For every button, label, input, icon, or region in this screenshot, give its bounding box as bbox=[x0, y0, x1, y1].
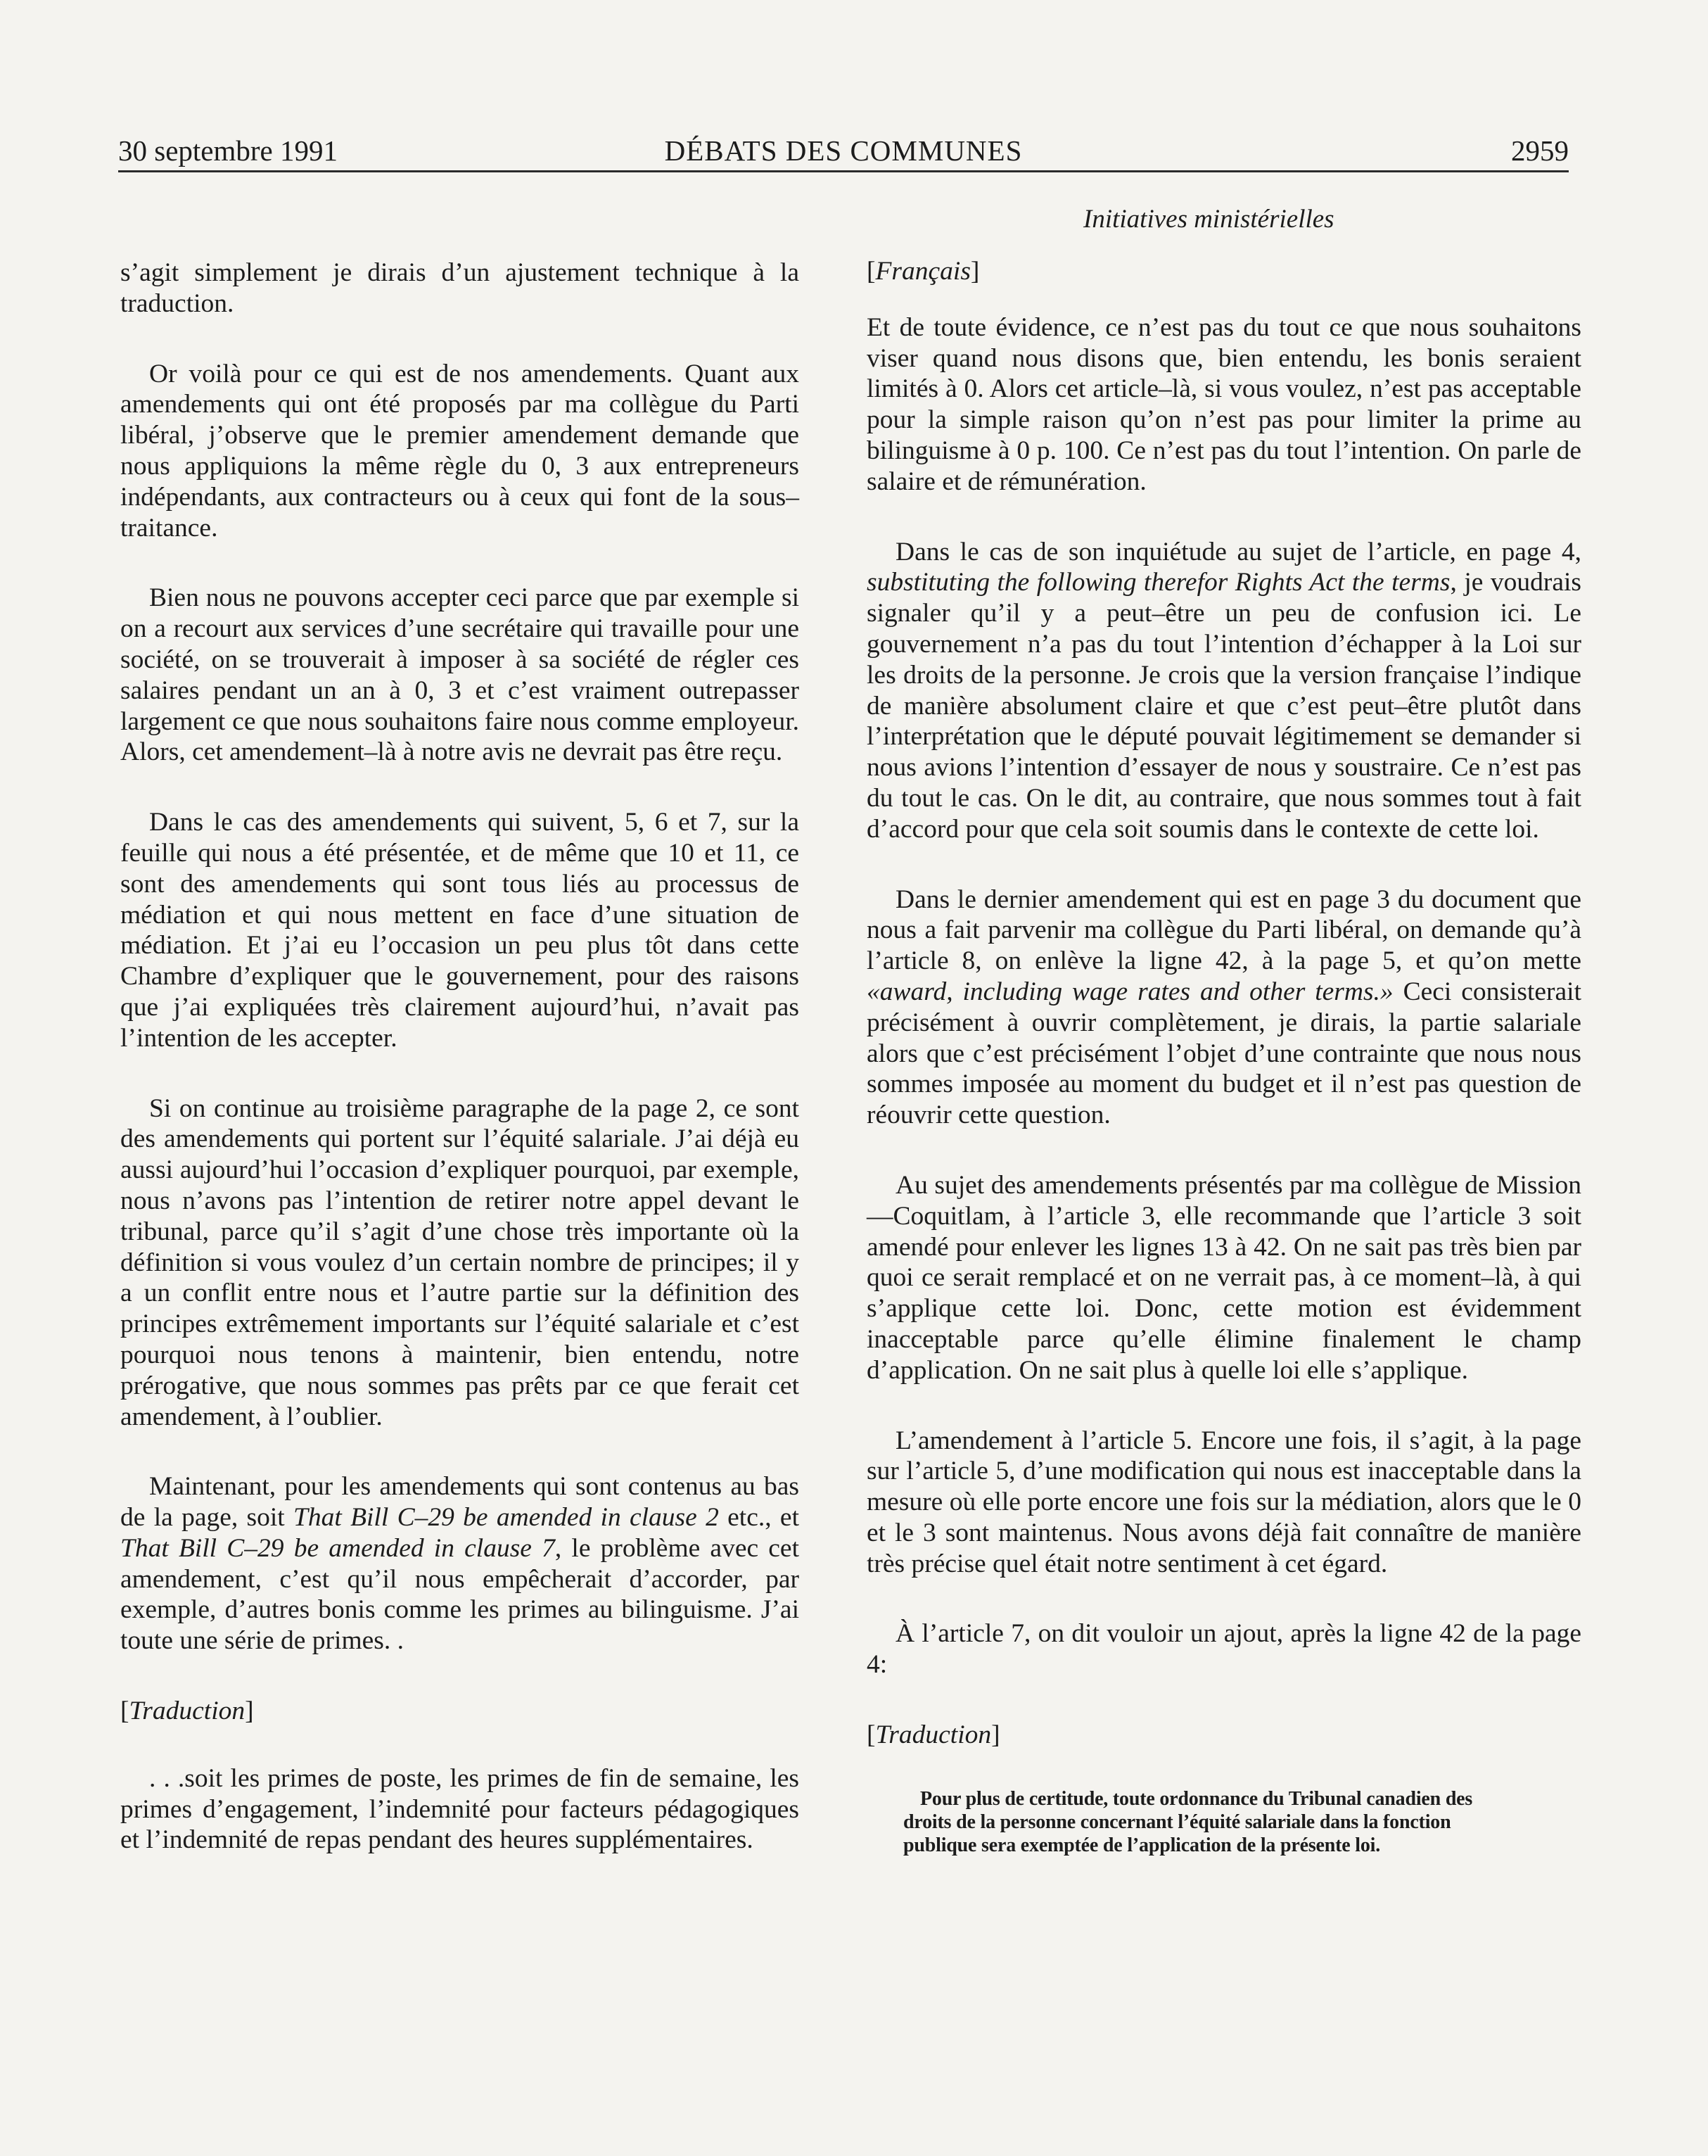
language-tag-label: Traduction bbox=[875, 1720, 992, 1750]
paragraph: Dans le cas des amendements qui suivent, 5, 6 et 7, sur la feuille qui nous a été présentée, et de même que 10 et 11, ce sont des amendements qui sont tous liés au processus de médiation et qui nous mettent en face d’une situation de médiation. Et j’ai eu l’occasion un peu plus tôt dans cette Chambre d’expliquer que le gouvernement, pour des raisons que j’ai expliquées très clairement aujourd’hui, n’avait pas l’intention de les accepter. bbox=[120, 808, 799, 1053]
paragraph-text: , je voudrais signaler qu’il y a peut–être un peu de confusion ici. Le gouvernement n’a pas du tout l’intention d’échapper à la Loi sur les droits de la personne. Je crois que la version française l’indique de manière absolument claire et que c’est peut–être plutôt dans l’interprétation que le député pouvait légitimement se demander si nous avions l’intention d’essayer de nous y soustraire. Ce n’est pas du tout le cas. On le dit, au contraire, que nous sommes tout à fait d’accord pour que cela soit soumis dans le contexte de cette loi. bbox=[867, 568, 1581, 844]
header-title: DÉBATS DES COMMUNES bbox=[664, 134, 1023, 167]
quoted-amendment bbox=[903, 1787, 1581, 1857]
paragraph: À l’article 7, on dit vouloir un ajout, après la ligne 42 de la page 4: bbox=[867, 1619, 1581, 1680]
paragraph: Et de toute évidence, ce n’est pas du tout ce que nous souhaitons viser quand nous disons que, bien entendu, les bonis seraient limités à 0. Alors cet article–là, si vous voulez, n’est pas acceptable pour la simple raison qu’on n’est pas pour limiter la prime au bilinguisme à 0 p. 100. Ce n’est pas du tout l’intention. On parle de salaire et de rémunération. bbox=[867, 312, 1581, 496]
paragraph: Or voilà pour ce qui est de nos amendements. Quant aux amendements qui ont été proposés par ma collègue du Parti libéral, j’observe que le premier amendement demande que nous appliquions la même règle du 0, 3 aux entrepreneurs indépendants, aux contracteurs ou à ceux qui font de la sous–traitance. bbox=[120, 359, 799, 543]
bill-citation: That Bill C–29 be amended in clause 7 bbox=[120, 1533, 555, 1563]
quote-line: droits de la personne concernant l’équité salariale dans la fonction bbox=[903, 1811, 1451, 1833]
language-tag: [Traduction] bbox=[867, 1720, 1000, 1750]
paragraph bbox=[867, 537, 1581, 845]
paragraph: Au sujet des amendements présentés par ma collègue de Mission—Coquitlam, à l’article 3, elle recommande que l’article 3 soit amendé pour enlever les lignes 13 à 42. On ne sait pas très bien par quoi ce serait remplacé et on ne verrait pas, à ce moment–là, à qui s’applique cette loi. Donc, cette motion est évidemment inacceptable parce qu’elle élimine finalement le champ d’application. On ne sait plus à quelle loi elle s’applique. bbox=[867, 1170, 1581, 1385]
right-column bbox=[867, 256, 1581, 1857]
citation: substituting the following therefor Rights Act the terms bbox=[867, 568, 1451, 597]
paragraph-text: Ceci consisterait précisément à ouvrir complètement, je dirais, la partie salariale alors que c’est précisément l’objet d’une contrainte que nous nous sommes imposée au moment du budget et il n’est pas question de réouvrir cette question. bbox=[867, 977, 1581, 1130]
paragraph-text: , le problème avec cet amendement, c’est qu’il nous empêcherait d’accorder, par exemple, d’autres bonis comme les primes au bilinguisme. J’ai toute une série de primes. . bbox=[120, 1533, 799, 1656]
paragraph bbox=[120, 1471, 799, 1656]
paragraph-text: etc., et bbox=[718, 1503, 799, 1533]
quote-line: Pour plus de certitude, toute ordonnance du Tribunal canadien des bbox=[920, 1787, 1473, 1810]
header-date: 30 septembre 1991 bbox=[118, 134, 338, 167]
paragraph: s’agit simplement je dirais d’un ajustement technique à la traduction. bbox=[120, 258, 799, 318]
paragraph-text: Dans le cas de son inquiétude au sujet de l’article, en page 4, bbox=[896, 537, 1581, 566]
paragraph-text: Dans le dernier amendement qui est en page 3 du document que nous a fait parvenir ma collègue du Parti libéral, on demande qu’à l’article 8, on enlève la ligne 42, à la page 5, et qu’on mette bbox=[867, 884, 1581, 976]
left-column bbox=[120, 258, 799, 1895]
paragraph-text: Maintenant, pour les amendements qui sont contenus au bas de la page, soit bbox=[120, 1472, 799, 1533]
paragraph bbox=[867, 884, 1581, 1131]
paragraph: L’amendement à l’article 5. Encore une fois, il s’agit, à la page sur l’article 5, d’une modification qui nous est inacceptable dans la mesure où elle porte encore une fois sur la médiation, alors que le 0 et le 3 sont maintenus. Nous avons déjà fait connaître de manière très précise quel était notre sentiment à cet égard. bbox=[867, 1426, 1581, 1578]
header-page-number: 2959 bbox=[1511, 134, 1569, 167]
bill-citation: That Bill C–29 be amended in clause 2 bbox=[293, 1503, 719, 1533]
paragraph: Bien nous ne pouvons accepter ceci parce que par exemple si on a recourt aux services d’une secrétaire qui travaille pour une société, on se trouverait à imposer à sa société de régler ces salaires pendant un an à 0, 3 et c’est vraiment outrepasser largement ce que nous souhaitons faire nous comme employeur. Alors, cet amendement–là à notre avis ne devrait pas être reçu. bbox=[120, 583, 799, 767]
paragraph: Si on continue au troisième paragraphe de la page 2, ce sont des amendements qui portent sur l’équité salariale. J’ai déjà eu aussi aujourd’hui l’occasion d’expliquer pourquoi, par exemple, nous n’avons pas l’intention de retirer notre appel devant le tribunal, parce qu’il s’agit d’une chose très importante où la définition si vous voulez d’un certain nombre de principes; il y a un conflit entre nous et l’autre partie sur la définition des principes extrêmement importants sur l’équité salariale et c’est pourquoi nous tenons à maintenir, bien entendu, notre prérogative, que nous sommes pas prêts par ce que ferait cet amendement, à l’oublier. bbox=[120, 1093, 799, 1431]
language-tag: [Français] bbox=[867, 257, 980, 286]
page-header bbox=[118, 131, 1569, 172]
language-tag: [Traduction] bbox=[120, 1697, 254, 1726]
running-head: Initiatives ministérielles bbox=[1083, 205, 1334, 234]
language-tag-label: Français bbox=[875, 257, 971, 286]
quote-line: publique sera exemptée de l’application de la présente loi. bbox=[903, 1834, 1381, 1856]
language-tag-label: Traduction bbox=[129, 1697, 246, 1726]
paragraph: . . .soit les primes de poste, les primes de fin de semaine, les primes d’engagement, l’indemnité pour facteurs pédagogiques et l’indemnité de repas pendant des heures supplémentaires. bbox=[120, 1763, 799, 1855]
citation: «award, including wage rates and other terms.» bbox=[867, 977, 1394, 1006]
